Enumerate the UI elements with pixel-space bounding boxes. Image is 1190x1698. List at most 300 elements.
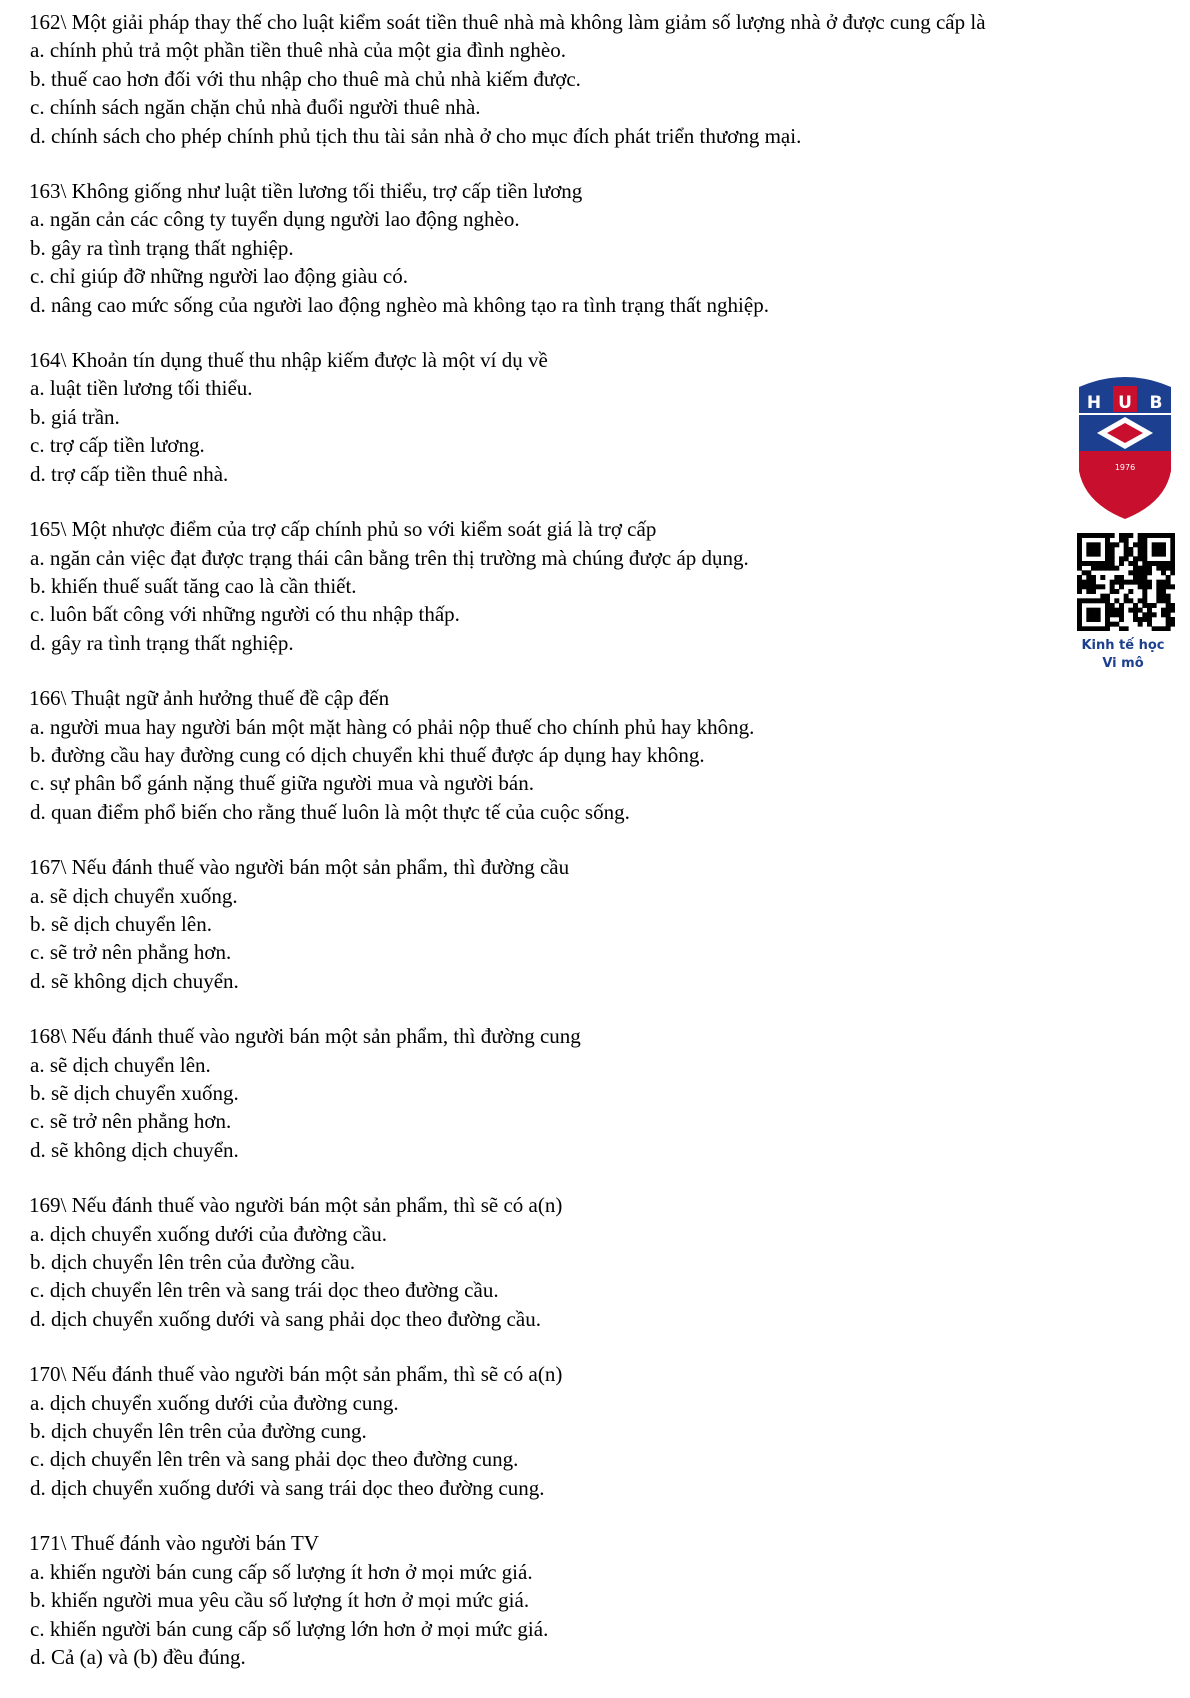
question-stem: 171\ Thuế đánh vào người bán TV <box>29 1531 320 1556</box>
qr-module <box>1133 556 1138 561</box>
qr-module <box>1142 533 1147 538</box>
qr-module <box>1082 570 1087 575</box>
qr-module <box>1142 566 1147 571</box>
question-block <box>29 1360 1139 1502</box>
qr-module <box>1105 608 1110 613</box>
qr-module <box>1119 533 1124 538</box>
qr-module <box>1077 556 1082 561</box>
qr-module <box>1138 580 1143 585</box>
qr-module <box>1096 608 1101 613</box>
answer-option: a. người mua hay người bán một mặt hàng có phải nộp thuế cho chính phủ hay không. <box>30 714 755 739</box>
qr-module <box>1082 561 1087 566</box>
qr-module <box>1170 542 1175 547</box>
qr-module <box>1156 552 1161 557</box>
logo-letter-h: H <box>1086 393 1102 413</box>
answer-option: b. giá trần. <box>30 404 120 429</box>
logo-year: 1976 <box>1114 463 1136 472</box>
question-stem: 163\ Không giống như luật tiền lương tối thiểu, trợ cấp tiền lương <box>29 179 583 204</box>
qr-module <box>1086 570 1091 575</box>
qr-module <box>1142 556 1147 561</box>
qr-module <box>1100 533 1105 538</box>
qr-module <box>1138 542 1143 547</box>
qr-code-icon <box>1077 533 1175 631</box>
qr-module <box>1091 612 1096 617</box>
qr-module <box>1105 594 1110 599</box>
qr-module <box>1152 561 1157 566</box>
question-block <box>29 1191 1139 1333</box>
qr-module <box>1142 538 1147 543</box>
qr-module <box>1170 603 1175 608</box>
qr-module <box>1096 547 1101 552</box>
brand-caption-line1: Kinh tế học <box>1081 638 1165 653</box>
brand-caption <box>1063 637 1183 673</box>
qr-module <box>1077 584 1082 589</box>
qr-module <box>1096 584 1101 589</box>
qr-module <box>1124 547 1129 552</box>
qr-module <box>1133 542 1138 547</box>
qr-module <box>1091 598 1096 603</box>
qr-module <box>1156 566 1161 571</box>
qr-module <box>1152 547 1157 552</box>
qr-module <box>1096 612 1101 617</box>
qr-module <box>1161 580 1166 585</box>
qr-module <box>1166 580 1171 585</box>
qr-module <box>1133 570 1138 575</box>
question-block <box>29 853 1139 995</box>
qr-module <box>1166 617 1171 622</box>
qr-module <box>1110 580 1115 585</box>
qr-module <box>1166 584 1171 589</box>
qr-module <box>1152 552 1157 557</box>
qr-module <box>1124 580 1129 585</box>
qr-module <box>1133 575 1138 580</box>
qr-module <box>1119 580 1124 585</box>
qr-module <box>1086 547 1091 552</box>
question-block <box>29 8 1139 150</box>
qr-module <box>1077 552 1082 557</box>
qr-module <box>1161 598 1166 603</box>
qr-module <box>1110 561 1115 566</box>
question-block <box>29 346 1139 488</box>
qr-module <box>1142 589 1147 594</box>
qr-module <box>1142 617 1147 622</box>
answer-option: a. sẽ dịch chuyển xuống. <box>30 883 238 908</box>
logo-letter-u: U <box>1118 393 1132 413</box>
answer-option: c. dịch chuyển lên trên và sang trái dọc theo đường cầu. <box>30 1278 499 1303</box>
qr-module <box>1110 556 1115 561</box>
qr-module <box>1077 547 1082 552</box>
qr-module <box>1110 542 1115 547</box>
qr-module <box>1091 580 1096 585</box>
qr-module <box>1124 598 1129 603</box>
qr-module <box>1124 626 1129 631</box>
qr-module <box>1161 542 1166 547</box>
qr-module <box>1142 570 1147 575</box>
qr-module <box>1142 575 1147 580</box>
qr-module <box>1138 566 1143 571</box>
qr-module <box>1128 608 1133 613</box>
qr-module <box>1128 533 1133 538</box>
qr-module <box>1161 589 1166 594</box>
brand-caption-line2: Vi mô <box>1102 656 1144 671</box>
qr-module <box>1161 566 1166 571</box>
answer-option: b. thuế cao hơn đối với thu nhập cho thuê mà chủ nhà kiếm được. <box>30 66 581 91</box>
qr-module <box>1147 584 1152 589</box>
qr-module <box>1138 570 1143 575</box>
qr-module <box>1166 603 1171 608</box>
qr-module <box>1156 594 1161 599</box>
answer-option: d. sẽ không dịch chuyển. <box>30 968 239 993</box>
qr-module <box>1170 566 1175 571</box>
answer-option: b. gây ra tình trạng thất nghiệp. <box>30 235 294 260</box>
qr-module <box>1082 533 1087 538</box>
qr-module <box>1156 626 1161 631</box>
qr-module <box>1128 570 1133 575</box>
answer-option: d. chính sách cho phép chính phủ tịch thu tài sản nhà ở cho mục đích phát triển thương mại. <box>30 123 802 148</box>
qr-module <box>1077 542 1082 547</box>
qr-module <box>1077 589 1082 594</box>
qr-module <box>1086 575 1091 580</box>
qr-module <box>1133 608 1138 613</box>
qr-module <box>1086 533 1091 538</box>
qr-module <box>1128 598 1133 603</box>
answer-option: b. dịch chuyển lên trên của đường cầu. <box>30 1250 356 1275</box>
qr-module <box>1142 561 1147 566</box>
qr-module <box>1114 580 1119 585</box>
qr-module <box>1138 598 1143 603</box>
answer-option: c. khiến người bán cung cấp số lượng lớn hơn ở mọi mức giá. <box>30 1616 549 1641</box>
qr-module <box>1096 561 1101 566</box>
qr-module <box>1170 538 1175 543</box>
qr-module <box>1128 552 1133 557</box>
answer-option: c. chỉ giúp đỡ những người lao động giàu có. <box>30 264 408 289</box>
qr-module <box>1124 556 1129 561</box>
qr-module <box>1082 580 1087 585</box>
qr-module <box>1152 612 1157 617</box>
qr-module <box>1161 547 1166 552</box>
qr-module <box>1142 580 1147 585</box>
answer-option: a. ngăn cản việc đạt được trạng thái cân bằng trên thị trường mà chúng được áp dụng. <box>30 545 749 570</box>
qr-module <box>1170 622 1175 627</box>
qr-module <box>1091 552 1096 557</box>
qr-module <box>1091 608 1096 613</box>
qr-module <box>1138 538 1143 543</box>
qr-module <box>1124 533 1129 538</box>
qr-module <box>1128 589 1133 594</box>
qr-module <box>1119 603 1124 608</box>
qr-module <box>1110 612 1115 617</box>
qr-module <box>1161 552 1166 557</box>
answer-option: d. Cả (a) và (b) đều đúng. <box>30 1644 246 1669</box>
qr-module <box>1124 552 1129 557</box>
qr-module <box>1156 589 1161 594</box>
qr-module <box>1166 626 1171 631</box>
qr-module <box>1096 542 1101 547</box>
qr-module <box>1147 580 1152 585</box>
qr-module <box>1077 538 1082 543</box>
qr-module <box>1128 547 1133 552</box>
qr-module <box>1091 566 1096 571</box>
qr-module <box>1161 584 1166 589</box>
answer-option: c. sự phân bổ gánh nặng thuế giữa người mua và người bán. <box>30 771 534 796</box>
qr-module <box>1147 617 1152 622</box>
answer-option: c. trợ cấp tiền lương. <box>30 433 205 458</box>
question-block <box>29 1022 1139 1164</box>
qr-module <box>1147 561 1152 566</box>
qr-module <box>1152 603 1157 608</box>
qr-module <box>1161 608 1166 613</box>
qr-module <box>1161 570 1166 575</box>
qr-module <box>1077 566 1082 571</box>
answer-option: d. trợ cấp tiền thuê nhà. <box>30 461 229 486</box>
qr-module <box>1100 598 1105 603</box>
question-stem: 170\ Nếu đánh thuế vào người bán một sản phẩm, thì sẽ có a(n) <box>29 1362 563 1387</box>
qr-module <box>1142 552 1147 557</box>
qr-module <box>1096 598 1101 603</box>
qr-module <box>1142 542 1147 547</box>
qr-module <box>1086 598 1091 603</box>
qr-module <box>1147 533 1152 538</box>
qr-module <box>1156 584 1161 589</box>
qr-module <box>1086 608 1091 613</box>
qr-module <box>1105 566 1110 571</box>
qr-module <box>1077 533 1082 538</box>
qr-module <box>1077 617 1082 622</box>
qr-module <box>1091 626 1096 631</box>
qr-module <box>1138 608 1143 613</box>
answer-option: b. khiến thuế suất tăng cao là cần thiết. <box>30 573 357 598</box>
qr-module <box>1133 566 1138 571</box>
qr-module <box>1170 570 1175 575</box>
qr-module <box>1119 612 1124 617</box>
answer-option: a. luật tiền lương tối thiểu. <box>30 376 253 401</box>
qr-module <box>1147 612 1152 617</box>
question-block <box>29 177 1139 319</box>
answer-option: c. chính sách ngăn chặn chủ nhà đuổi người thuê nhà. <box>30 95 481 120</box>
qr-module <box>1156 598 1161 603</box>
qr-module <box>1091 617 1096 622</box>
qr-module <box>1091 547 1096 552</box>
qr-module <box>1156 547 1161 552</box>
qr-module <box>1105 622 1110 627</box>
qr-module <box>1100 561 1105 566</box>
answer-option: d. sẽ không dịch chuyển. <box>30 1137 239 1162</box>
qr-module <box>1124 542 1129 547</box>
qr-module <box>1166 608 1171 613</box>
answer-option: b. dịch chuyển lên trên của đường cung. <box>30 1419 367 1444</box>
qr-module <box>1166 622 1171 627</box>
qr-module <box>1147 603 1152 608</box>
qr-module <box>1082 626 1087 631</box>
qr-module <box>1128 580 1133 585</box>
qr-module <box>1086 542 1091 547</box>
qr-module <box>1096 552 1101 557</box>
qr-module <box>1142 598 1147 603</box>
qr-module <box>1166 598 1171 603</box>
answer-option: a. dịch chuyển xuống dưới của đường cung. <box>30 1390 399 1415</box>
qr-module <box>1086 561 1091 566</box>
qr-module <box>1100 594 1105 599</box>
qr-module <box>1152 533 1157 538</box>
qr-module <box>1105 556 1110 561</box>
question-stem: 169\ Nếu đánh thuế vào người bán một sản phẩm, thì sẽ có a(n) <box>29 1193 563 1218</box>
question-block <box>29 1529 1139 1671</box>
qr-module <box>1119 556 1124 561</box>
qr-module <box>1128 561 1133 566</box>
qr-module <box>1170 608 1175 613</box>
qr-module <box>1086 580 1091 585</box>
qr-module <box>1147 622 1152 627</box>
qr-module <box>1096 626 1101 631</box>
qr-module <box>1166 566 1171 571</box>
qr-module <box>1086 626 1091 631</box>
qr-module <box>1110 603 1115 608</box>
qr-module <box>1156 533 1161 538</box>
qr-module <box>1077 580 1082 585</box>
answer-option: a. dịch chuyển xuống dưới của đường cầu. <box>30 1221 387 1246</box>
qr-module <box>1105 542 1110 547</box>
qr-module <box>1077 561 1082 566</box>
answer-option: d. dịch chuyển xuống dưới và sang phải dọc theo đường cầu. <box>30 1306 541 1331</box>
logo-letter-b: B <box>1149 393 1163 413</box>
qr-module <box>1110 622 1115 627</box>
qr-module <box>1133 612 1138 617</box>
qr-module <box>1100 575 1105 580</box>
qr-module <box>1138 584 1143 589</box>
qr-module <box>1105 612 1110 617</box>
answer-option: d. dịch chuyển xuống dưới và sang trái dọc theo đường cung. <box>30 1475 545 1500</box>
qr-module <box>1110 533 1115 538</box>
qr-module <box>1091 561 1096 566</box>
qr-module <box>1119 575 1124 580</box>
question-block <box>29 684 1139 826</box>
qr-module <box>1161 533 1166 538</box>
qr-module <box>1119 617 1124 622</box>
qr-module <box>1082 584 1087 589</box>
qr-module <box>1170 552 1175 557</box>
answer-option: d. nâng cao mức sống của người lao động nghèo mà không tạo ra tình trạng thất nghiệp. <box>30 292 769 317</box>
answer-option: c. luôn bất công với những người có thu nhập thấp. <box>30 602 460 627</box>
qr-module <box>1133 603 1138 608</box>
qr-module <box>1086 612 1091 617</box>
qr-module <box>1166 612 1171 617</box>
answer-option: d. gây ra tình trạng thất nghiệp. <box>30 630 294 655</box>
qr-module <box>1161 594 1166 599</box>
qr-module <box>1170 533 1175 538</box>
qr-module <box>1142 547 1147 552</box>
qr-module <box>1091 542 1096 547</box>
qr-module <box>1133 580 1138 585</box>
qr-module <box>1105 533 1110 538</box>
answer-option: a. khiến người bán cung cấp số lượng ít hơn ở mọi mức giá. <box>30 1559 533 1584</box>
qr-module <box>1142 594 1147 599</box>
qr-module <box>1091 589 1096 594</box>
qr-module <box>1091 584 1096 589</box>
answer-option: a. ngăn cản các công ty tuyển dụng người lao động nghèo. <box>30 207 520 232</box>
qr-module <box>1142 584 1147 589</box>
question-block <box>29 515 1139 657</box>
qr-module <box>1110 566 1115 571</box>
answer-option: b. khiến người mua yêu cầu số lượng ít hơn ở mọi mức giá. <box>30 1588 530 1613</box>
qr-module <box>1142 612 1147 617</box>
qr-module <box>1105 547 1110 552</box>
qr-module <box>1086 589 1091 594</box>
qr-module <box>1166 594 1171 599</box>
qr-module <box>1110 589 1115 594</box>
qr-module <box>1147 570 1152 575</box>
answer-option: c. sẽ trở nên phẳng hơn. <box>30 1109 232 1134</box>
qr-module <box>1077 626 1082 631</box>
qr-module <box>1096 566 1101 571</box>
question-stem: 168\ Nếu đánh thuế vào người bán một sản phẩm, thì đường cung <box>29 1024 581 1049</box>
shield-bottom <box>1079 451 1171 519</box>
answer-option: b. sẽ dịch chuyển lên. <box>30 911 212 936</box>
qr-module <box>1170 617 1175 622</box>
qr-module <box>1119 626 1124 631</box>
answer-option: a. sẽ dịch chuyển lên. <box>30 1052 211 1077</box>
qr-module <box>1077 598 1082 603</box>
qr-module <box>1142 603 1147 608</box>
qr-module <box>1091 533 1096 538</box>
qr-module <box>1105 617 1110 622</box>
qr-module <box>1147 608 1152 613</box>
qr-module <box>1105 552 1110 557</box>
qr-module <box>1156 561 1161 566</box>
qr-module <box>1166 575 1171 580</box>
qr-module <box>1105 626 1110 631</box>
qr-module <box>1119 538 1124 543</box>
question-stem: 162\ Một giải pháp thay thế cho luật kiểm soát tiền thuê nhà mà không làm giảm số lượng nhà ở được cung cấp là <box>29 10 986 34</box>
qr-module <box>1161 612 1166 617</box>
qr-module <box>1138 533 1143 538</box>
qr-module <box>1156 542 1161 547</box>
qr-module <box>1138 622 1143 627</box>
question-stem: 167\ Nếu đánh thuế vào người bán một sản phẩm, thì đường cầu <box>29 855 570 880</box>
answer-option: d. quan điểm phổ biến cho rằng thuế luôn là một thực tế của cuộc sống. <box>30 799 630 824</box>
answer-option: b. đường cầu hay đường cung có dịch chuyển khi thuế được áp dụng hay không. <box>30 742 705 767</box>
qr-module <box>1077 608 1082 613</box>
qr-module <box>1161 561 1166 566</box>
qr-module <box>1138 556 1143 561</box>
qr-module <box>1110 547 1115 552</box>
qr-module <box>1086 552 1091 557</box>
qr-module <box>1100 584 1105 589</box>
question-stem: 164\ Khoản tín dụng thuế thu nhập kiếm được là một ví dụ về <box>29 348 548 373</box>
qr-module <box>1133 561 1138 566</box>
qr-module <box>1110 584 1115 589</box>
question-stem: 166\ Thuật ngữ ảnh hưởng thuế đề cập đến <box>29 686 390 711</box>
qr-module <box>1091 575 1096 580</box>
qr-module <box>1096 617 1101 622</box>
qr-module <box>1110 608 1115 613</box>
answer-option: c. sẽ trở nên phẳng hơn. <box>30 940 232 965</box>
qr-module <box>1114 622 1119 627</box>
qr-module <box>1133 617 1138 622</box>
qr-module <box>1077 622 1082 627</box>
qr-module <box>1100 566 1105 571</box>
qr-module <box>1161 626 1166 631</box>
qr-module <box>1152 626 1157 631</box>
qr-module <box>1119 561 1124 566</box>
qr-module <box>1119 608 1124 613</box>
qr-module <box>1147 566 1152 571</box>
qr-module <box>1138 547 1143 552</box>
hub-logo-icon <box>1075 373 1175 521</box>
qr-module <box>1077 575 1082 580</box>
question-stem: 165\ Một nhược điểm của trợ cấp chính phủ so với kiểm soát giá là trợ cấp <box>29 517 657 542</box>
qr-module <box>1119 584 1124 589</box>
qr-module <box>1096 533 1101 538</box>
